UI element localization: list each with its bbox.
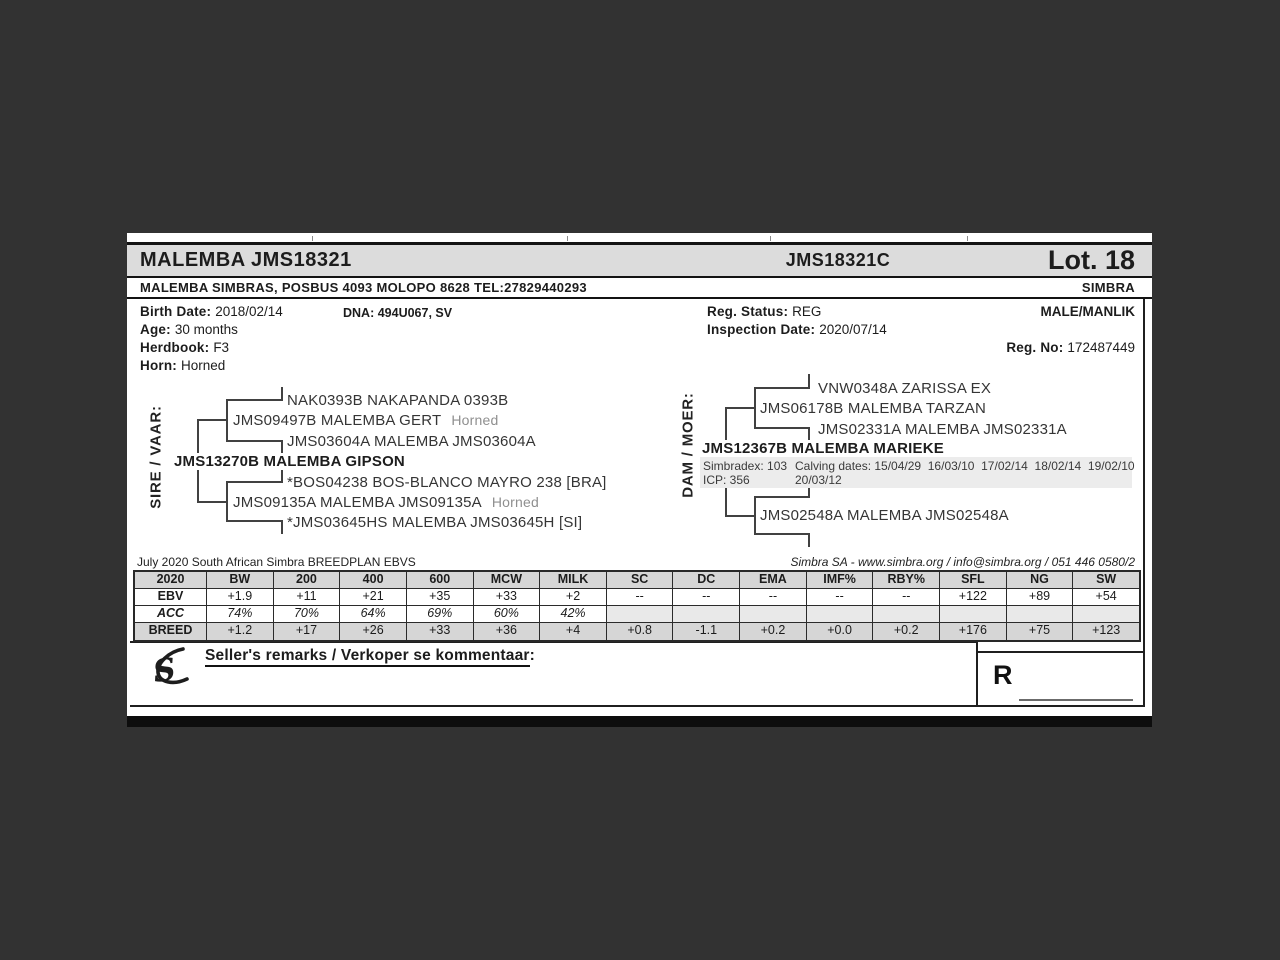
ebv-cell: 70% <box>274 606 341 623</box>
seller-logo-icon <box>135 641 199 697</box>
ebv-cell: 69% <box>407 606 474 623</box>
horn-field <box>140 358 225 374</box>
header-band <box>127 242 1152 278</box>
ebv-cell: 42% <box>540 606 607 623</box>
ebv-cell: MCW <box>474 572 541 589</box>
ebv-cell: +0.8 <box>607 623 674 640</box>
logo-letter: S <box>150 651 179 691</box>
sire-top-bracket-line <box>226 399 228 442</box>
pedigree-node <box>233 412 499 429</box>
icp-value: ICP: 356 <box>703 473 750 487</box>
inspection-date-label: Inspection Date: <box>707 322 816 337</box>
dam-top-bracket-line <box>754 387 756 429</box>
sire-bottom-gp2-tick <box>281 520 283 534</box>
horn-value: Horned <box>181 358 226 373</box>
ebv-cell: +0.0 <box>807 623 874 640</box>
content-right-border <box>1143 299 1145 707</box>
ebv-cell <box>807 606 874 623</box>
dam-performance-box <box>700 457 1135 488</box>
ebv-cell: BW <box>207 572 274 589</box>
tick-mark <box>770 236 771 241</box>
pedigree-node: *JMS03645HS MALEMBA JMS03645H [SI] <box>287 514 583 531</box>
ebv-cell: SW <box>1073 572 1139 589</box>
breed-name: SIMBRA <box>1081 280 1135 295</box>
ebv-cell: +2 <box>540 589 607 606</box>
dam-top-gp2-tick <box>808 427 810 441</box>
ebv-cell: +33 <box>407 623 474 640</box>
pedigree-node: JMS03604A MALEMBA JMS03604A <box>287 433 536 450</box>
dam-top-gp1-tick <box>808 374 810 388</box>
ebv-cell: 2020 <box>135 572 207 589</box>
ebv-cell: MILK <box>540 572 607 589</box>
seller-remarks-heading <box>205 647 535 665</box>
ebv-row-ebv <box>135 589 1139 606</box>
inspection-date-field <box>707 322 887 338</box>
pedigree-node: *BOS04238 BOS-BLANCO MAYRO 238 [BRA] <box>287 474 607 491</box>
simbra-contact-note: Simbra SA - www.simbra.org / info@simbra.org / 051 446 0580/2 <box>790 555 1135 569</box>
ebv-cell: +122 <box>940 589 1007 606</box>
sire-top-bracket-h2 <box>226 440 283 442</box>
pedigree-node-name: JMS09135A MALEMBA JMS09135A <box>233 494 482 511</box>
reg-status-field <box>707 304 821 320</box>
ebv-row-breed <box>135 623 1139 640</box>
ebv-cell: RBY% <box>873 572 940 589</box>
ebv-cell: +123 <box>1073 623 1139 640</box>
lot-number: Lot. 18 <box>1047 245 1135 275</box>
ebv-header-row <box>135 572 1139 589</box>
ebv-cell: +0.2 <box>740 623 807 640</box>
ebv-cell: EMA <box>740 572 807 589</box>
ebv-cell: +75 <box>1007 623 1074 640</box>
horn-note: Horned <box>491 494 539 510</box>
dam-top-bracket-h1 <box>754 387 810 389</box>
ebv-cell: 60% <box>474 606 541 623</box>
dam-tree-label: DAM / MOER: <box>679 392 697 498</box>
birth-date-value: 2018/02/14 <box>215 304 283 319</box>
ebv-row-acc <box>135 606 1139 623</box>
herdbook-field <box>140 340 229 356</box>
tick-mark <box>312 236 313 241</box>
ebv-cell: +21 <box>340 589 407 606</box>
ebv-cell: -- <box>740 589 807 606</box>
reg-status-value: REG <box>792 304 822 319</box>
ebv-cell: SFL <box>940 572 1007 589</box>
birth-date-label: Birth Date: <box>140 304 212 319</box>
sire-outer-bottom-stub <box>197 501 227 503</box>
reg-no-label: Reg. No: <box>1006 340 1064 355</box>
ebv-cell: +176 <box>940 623 1007 640</box>
ebv-cell: DC <box>673 572 740 589</box>
animal-reg-id: JMS18321C <box>785 250 891 270</box>
ebv-cell <box>673 606 740 623</box>
horn-label: Horn: <box>140 358 177 373</box>
sire-top-gp1-tick <box>281 387 283 401</box>
reg-no-field <box>1006 340 1135 356</box>
ebv-cell: +33 <box>474 589 541 606</box>
ebv-cell: +54 <box>1073 589 1139 606</box>
simbradex-value: Simbradex: 103 <box>703 459 788 473</box>
price-currency-label: R <box>993 660 1013 690</box>
dam-outer-top-stub <box>725 407 755 409</box>
birth-date-field <box>140 304 283 320</box>
age-value: 30 months <box>174 322 238 337</box>
seller-remarks-colon: : <box>529 647 536 664</box>
age-field <box>140 322 238 338</box>
ebv-cell: -- <box>673 589 740 606</box>
ebv-cell: 64% <box>340 606 407 623</box>
ebv-cell <box>873 606 940 623</box>
ebv-cell: +35 <box>407 589 474 606</box>
ebv-cell: -- <box>807 589 874 606</box>
seller-remarks-heading-text: Seller's remarks / Verkoper se kommentaar <box>205 647 530 667</box>
sire-outer-top-stub <box>197 419 227 421</box>
ebv-cell: -- <box>873 589 940 606</box>
ebv-cell: +36 <box>474 623 541 640</box>
ebv-cell: BREED <box>135 623 207 640</box>
horn-note: Horned <box>451 412 499 428</box>
ebv-cell: NG <box>1007 572 1074 589</box>
ebv-cell: +1.9 <box>207 589 274 606</box>
page-bottom-rule <box>130 705 1145 707</box>
dna-field: DNA: 494U067, SV <box>343 306 453 320</box>
reg-no-value: 172487449 <box>1067 340 1135 355</box>
breeder-band <box>127 278 1152 299</box>
ebv-cell: 200 <box>274 572 341 589</box>
ebv-cell <box>1073 606 1139 623</box>
sire-bottom-bracket-h1 <box>226 481 283 483</box>
breedplan-note: July 2020 South African Simbra BREEDPLAN EBVS <box>137 555 416 569</box>
herdbook-label: Herdbook: <box>140 340 210 355</box>
animal-name: MALEMBA JMS18321 <box>140 249 352 271</box>
inspection-date-value: 2020/07/14 <box>819 322 887 337</box>
dam-name: JMS12367B MALEMBA MARIEKE <box>702 440 947 457</box>
sire-top-bracket-h1 <box>226 399 283 401</box>
ebv-cell <box>940 606 1007 623</box>
sire-bottom-bracket-line <box>226 481 228 522</box>
pedigree-node: JMS02548A MALEMBA JMS02548A <box>760 507 1009 524</box>
ebv-table <box>133 570 1141 642</box>
ebv-cell: IMF% <box>807 572 874 589</box>
ebv-cell <box>607 606 674 623</box>
pedigree-node: JMS06178B MALEMBA TARZAN <box>760 400 986 417</box>
sire-bottom-gp1-tick <box>281 468 283 482</box>
calving-dates-line1: Calving dates: 15/04/29 16/03/10 17/02/14 18/02/14 19/02/10 <box>795 459 1135 473</box>
catalog-page <box>127 233 1152 727</box>
dam-outer-bottom-stub <box>725 515 755 517</box>
reg-status-label: Reg. Status: <box>707 304 789 319</box>
ebv-cell <box>1007 606 1074 623</box>
ebv-cell: SC <box>607 572 674 589</box>
sire-bottom-bracket-h2 <box>226 520 283 522</box>
sire-tree-label: SIRE / VAAR: <box>147 405 165 509</box>
pedigree-node-name: JMS09497B MALEMBA GERT <box>233 412 442 429</box>
sire-top-gp2-tick <box>281 440 283 454</box>
ebv-cell: +26 <box>340 623 407 640</box>
price-write-in-line <box>1019 699 1133 701</box>
sex-field: MALE/MANLIK <box>1040 304 1135 319</box>
ebv-cell: +1.2 <box>207 623 274 640</box>
price-box-top-border <box>978 651 1145 653</box>
dam-bottom-gp2-tick <box>808 533 810 547</box>
ebv-cell: +11 <box>274 589 341 606</box>
pedigree-node: NAK0393B NAKAPANDA 0393B <box>287 392 509 409</box>
pedigree-node: JMS02331A MALEMBA JMS02331A <box>818 421 1067 438</box>
sire-name: JMS13270B MALEMBA GIPSON <box>174 453 408 470</box>
calving-dates-line2: 20/03/12 <box>795 473 842 487</box>
ebv-cell: -1.1 <box>673 623 740 640</box>
ebv-cell: 400 <box>340 572 407 589</box>
dam-top-bracket-h2 <box>754 427 810 429</box>
ebv-cell: -- <box>607 589 674 606</box>
age-label: Age: <box>140 322 171 337</box>
ebv-cell: +0.2 <box>873 623 940 640</box>
pedigree-node <box>233 494 539 511</box>
pedigree-node: VNW0348A ZARISSA EX <box>818 380 992 397</box>
ebv-cell: +17 <box>274 623 341 640</box>
ebv-cell: +4 <box>540 623 607 640</box>
dam-bottom-bracket-line <box>754 496 756 535</box>
tick-mark <box>967 236 968 241</box>
ebv-cell: 600 <box>407 572 474 589</box>
ebv-cell: EBV <box>135 589 207 606</box>
ebv-cell <box>740 606 807 623</box>
ebv-cell: 74% <box>207 606 274 623</box>
dam-bottom-bracket-h2 <box>754 533 810 535</box>
page-bottom-edge <box>127 716 1152 727</box>
dam-bottom-bracket-h1 <box>754 496 810 498</box>
ebv-cell: +89 <box>1007 589 1074 606</box>
herdbook-value: F3 <box>213 340 230 355</box>
breeder-contact-line: MALEMBA SIMBRAS, POSBUS 4093 MOLOPO 8628 TEL:27829440293 <box>140 280 587 295</box>
ebv-cell: ACC <box>135 606 207 623</box>
tick-mark <box>567 236 568 241</box>
